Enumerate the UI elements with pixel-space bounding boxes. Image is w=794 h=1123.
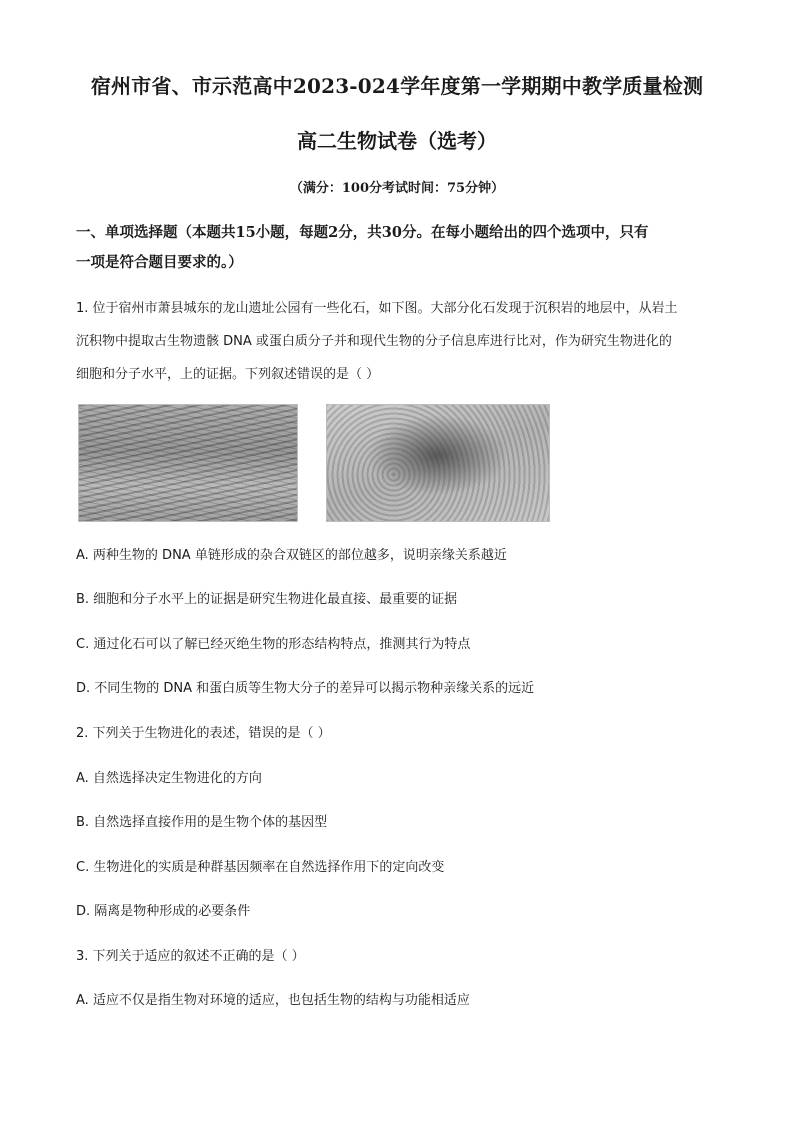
- q1-option-c: C. 通过化石可以了解已经灭绝生物的形态结构特点，推测其行为特点: [76, 637, 471, 652]
- section-heading: [76, 218, 726, 278]
- q1-stem-line1: 1. 位于宿州市萧县城东的龙山遗址公园有一些化石，如下图。大部分化石发现于沉积岩的地层中，从岩土: [76, 301, 678, 316]
- q2-option-d: D. 隔离是物种形成的必要条件: [76, 904, 251, 919]
- q2-option-a: A. 自然选择决定生物进化的方向: [76, 771, 262, 786]
- section-heading-line2: 一项是符合题目要求的。）: [76, 254, 243, 271]
- section-heading-line1: 一、单项选择题（本题共15小题，每题2分，共30分。在每小题给出的四个选项中，只有: [76, 224, 649, 241]
- q1-option-d: D. 不同生物的 DNA 和蛋白质等生物大分子的差异可以揭示物种亲缘关系的远近: [76, 681, 535, 696]
- fossil-image-right: [326, 404, 550, 522]
- q3-option-a: A. 适应不仅是指生物对环境的适应，也包括生物的结构与功能相适应: [76, 993, 470, 1008]
- q2-option-c: C. 生物进化的实质是种群基因频率在自然选择作用下的定向改变: [76, 860, 445, 875]
- fossil-image-left: [78, 404, 298, 522]
- q1-option-b: B. 细胞和分子水平上的证据是研究生物进化最直接、最重要的证据: [76, 592, 458, 607]
- question-3-stem: 3. 下列关于适应的叙述不正确的是（ ）: [76, 949, 305, 964]
- exam-title-line2: 高二生物试卷（选考）: [297, 129, 497, 153]
- q1-stem-line2: 沉积物中提取古生物遗骸 DNA 或蛋白质分子并和现代生物的分子信息库进行比对，作为研究生物进化的: [76, 334, 672, 349]
- fossil-figures: [78, 404, 550, 520]
- question-1-stem: [76, 292, 726, 391]
- q1-stem-line3: 细胞和分子水平，上的证据。下列叙述错误的是（ ）: [76, 367, 380, 382]
- exam-subtitle: （满分：100分考试时间：75分钟）: [289, 181, 505, 196]
- q2-option-b: B. 自然选择直接作用的是生物个体的基因型: [76, 815, 328, 830]
- q1-option-a: A. 两种生物的 DNA 单链形成的杂合双链区的部位越多，说明亲缘关系越近: [76, 548, 507, 563]
- exam-title-line1: 宿州市省、市示范高中2023-024学年度第一学期期中教学质量检测: [90, 74, 704, 98]
- question-2-stem: 2. 下列关于生物进化的表述，错误的是（ ）: [76, 726, 331, 741]
